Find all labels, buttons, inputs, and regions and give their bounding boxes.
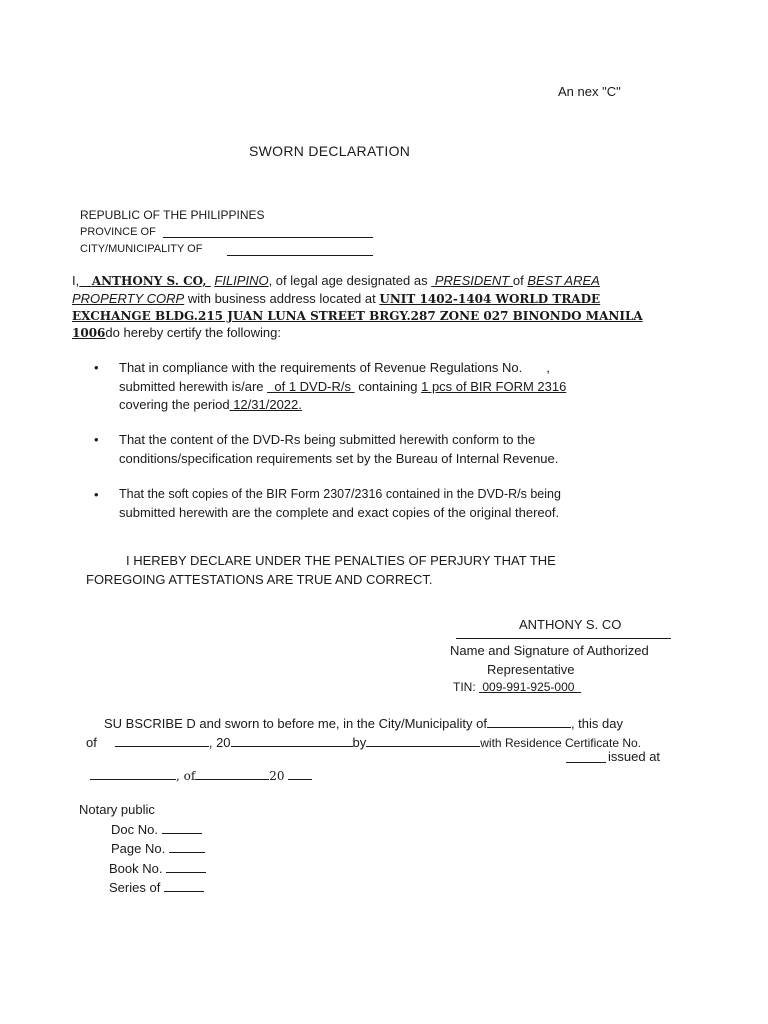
page-no-row [111,840,205,856]
annex-label: An nex "C" [558,84,621,99]
book-no-row [109,860,206,876]
bullet-1-text: That in compliance with the requirements of Revenue Regulations No. [119,360,523,375]
tin-row [453,680,581,694]
signature-caption-2: Representative [487,662,575,677]
jurat-line-3 [90,767,312,783]
year-suffix-blank [288,767,312,780]
bullet-1-comma: , [546,360,550,375]
comma-20: , 20 [208,735,231,750]
tin-label: TIN: [453,680,476,694]
header-province [80,226,156,238]
doc-no-blank [162,821,202,834]
book-no-blank [166,860,206,873]
declarant-name [79,274,211,288]
by-label: by [352,735,367,750]
city-blank [227,255,373,256]
submitted-text: submitted herewith is/are [119,379,264,394]
signatory-name: ANTHONY S. CO [519,617,622,632]
bullet-dot-1: • [94,360,99,375]
form-count: 1 pcs of BIR FORM 2316 [421,379,567,394]
signature-caption-1: Name and Signature of Authorized [450,643,649,658]
notary-title: Notary public [79,802,155,817]
containing-text: containing [358,379,418,394]
signature-line [456,638,671,639]
by-blank [366,734,480,747]
of-2-text: , of [176,769,196,783]
header-city-label: CITY/MUNICIPALITY OF [80,243,203,255]
residence-cert-text: with Residence Certificate No. [480,736,641,750]
twenty-text: 20 [269,769,285,783]
jurat-line-2 [86,734,641,750]
declarant-name-text: ANTHONY S. CO, [91,274,207,288]
nationality: FILIPINO [214,273,269,288]
page-title: SWORN DECLARATION [249,143,411,159]
header-republic: REPUBLIC OF THE PHILIPPINES [80,208,265,222]
dvd-count-text: of 1 DVD-R/s [274,379,351,394]
intro-line-4 [72,325,281,340]
doc-no-label: Doc No. [111,822,158,837]
intro-line-1 [72,273,600,288]
tin-value-text: 009-991-925-000 [482,680,575,694]
cert-number-blank [566,762,606,763]
position-text: PRESIDENT [434,273,510,288]
bullet-dot-3: • [94,487,99,502]
of-label: of [86,735,97,750]
series-label: Series of [109,880,161,895]
dvd-count [267,379,354,394]
page-no-blank [169,840,205,853]
address-line-3: 1006 [72,326,106,340]
declaration-line-2: FOREGOING ATTESTATIONS ARE TRUE AND CORRECT. [86,572,433,587]
page-no-label: Page No. [111,841,166,856]
of-text: of [512,273,524,288]
series-blank [164,879,204,892]
business-address-text: with business address located at [187,291,376,306]
declaration-line-1: I HEREBY DECLARE UNDER THE PENALTIES OF PERJURY THAT THE [126,553,556,568]
jurat-text: SU BSCRIBE D and sworn to before me, in the City/Municipality of [104,716,487,731]
year-blank [231,734,353,747]
covering-text: covering the period [119,397,230,412]
certify-text: do hereby certify the following: [105,325,282,340]
jurat-line-1 [104,715,623,731]
address-line-1: UNIT 1402-1404 WORLD TRADE [379,292,601,306]
intro-line-2 [72,291,600,306]
company-name-part-2: PROPERTY CORP [72,291,185,306]
bullet-1-line-2 [119,379,566,394]
company-name-part-1: BEST AREA [527,273,600,288]
intro-i: I, [72,273,80,288]
address-line-2: EXCHANGE BLDG.215 JUAN LUNA STREET BRGY.287 ZONE 027 BINONDO MANILA [72,309,643,323]
period-value-text: 12/31/2022. [233,397,302,412]
bullet-2-line-2: conditions/specification requirements set by the Bureau of Internal Revenue. [119,451,559,466]
header-province-label: PROVINCE OF [80,226,156,238]
this-day-text: , this day [570,716,623,731]
bullet-2-line-1: That the content of the DVD-Rs being submitted herewith conform to the [119,432,536,447]
period-value [230,397,302,412]
series-row [109,879,204,895]
tin-value [479,680,581,694]
position [431,273,513,288]
bullet-1-line-3 [119,397,302,412]
bullet-3-line-1: That the soft copies of the BIR Form 2307/2316 contained in the DVD-R/s being [119,487,561,501]
header-city [80,243,202,255]
city-municipality-blank [487,715,571,728]
legal-age-text: , of legal age designated as [268,273,428,288]
province-blank [163,237,373,238]
bullet-1-line-1 [119,360,550,375]
day-blank [115,734,209,747]
bullet-dot-2: • [94,432,99,447]
bullet-3-line-2: submitted herewith are the complete and exact copies of the original thereof. [119,505,560,520]
book-no-label: Book No. [109,861,163,876]
doc-no-row [111,821,202,837]
date-blank [195,767,269,780]
issued-at-text: issued at [608,749,661,764]
place-blank [90,767,176,780]
